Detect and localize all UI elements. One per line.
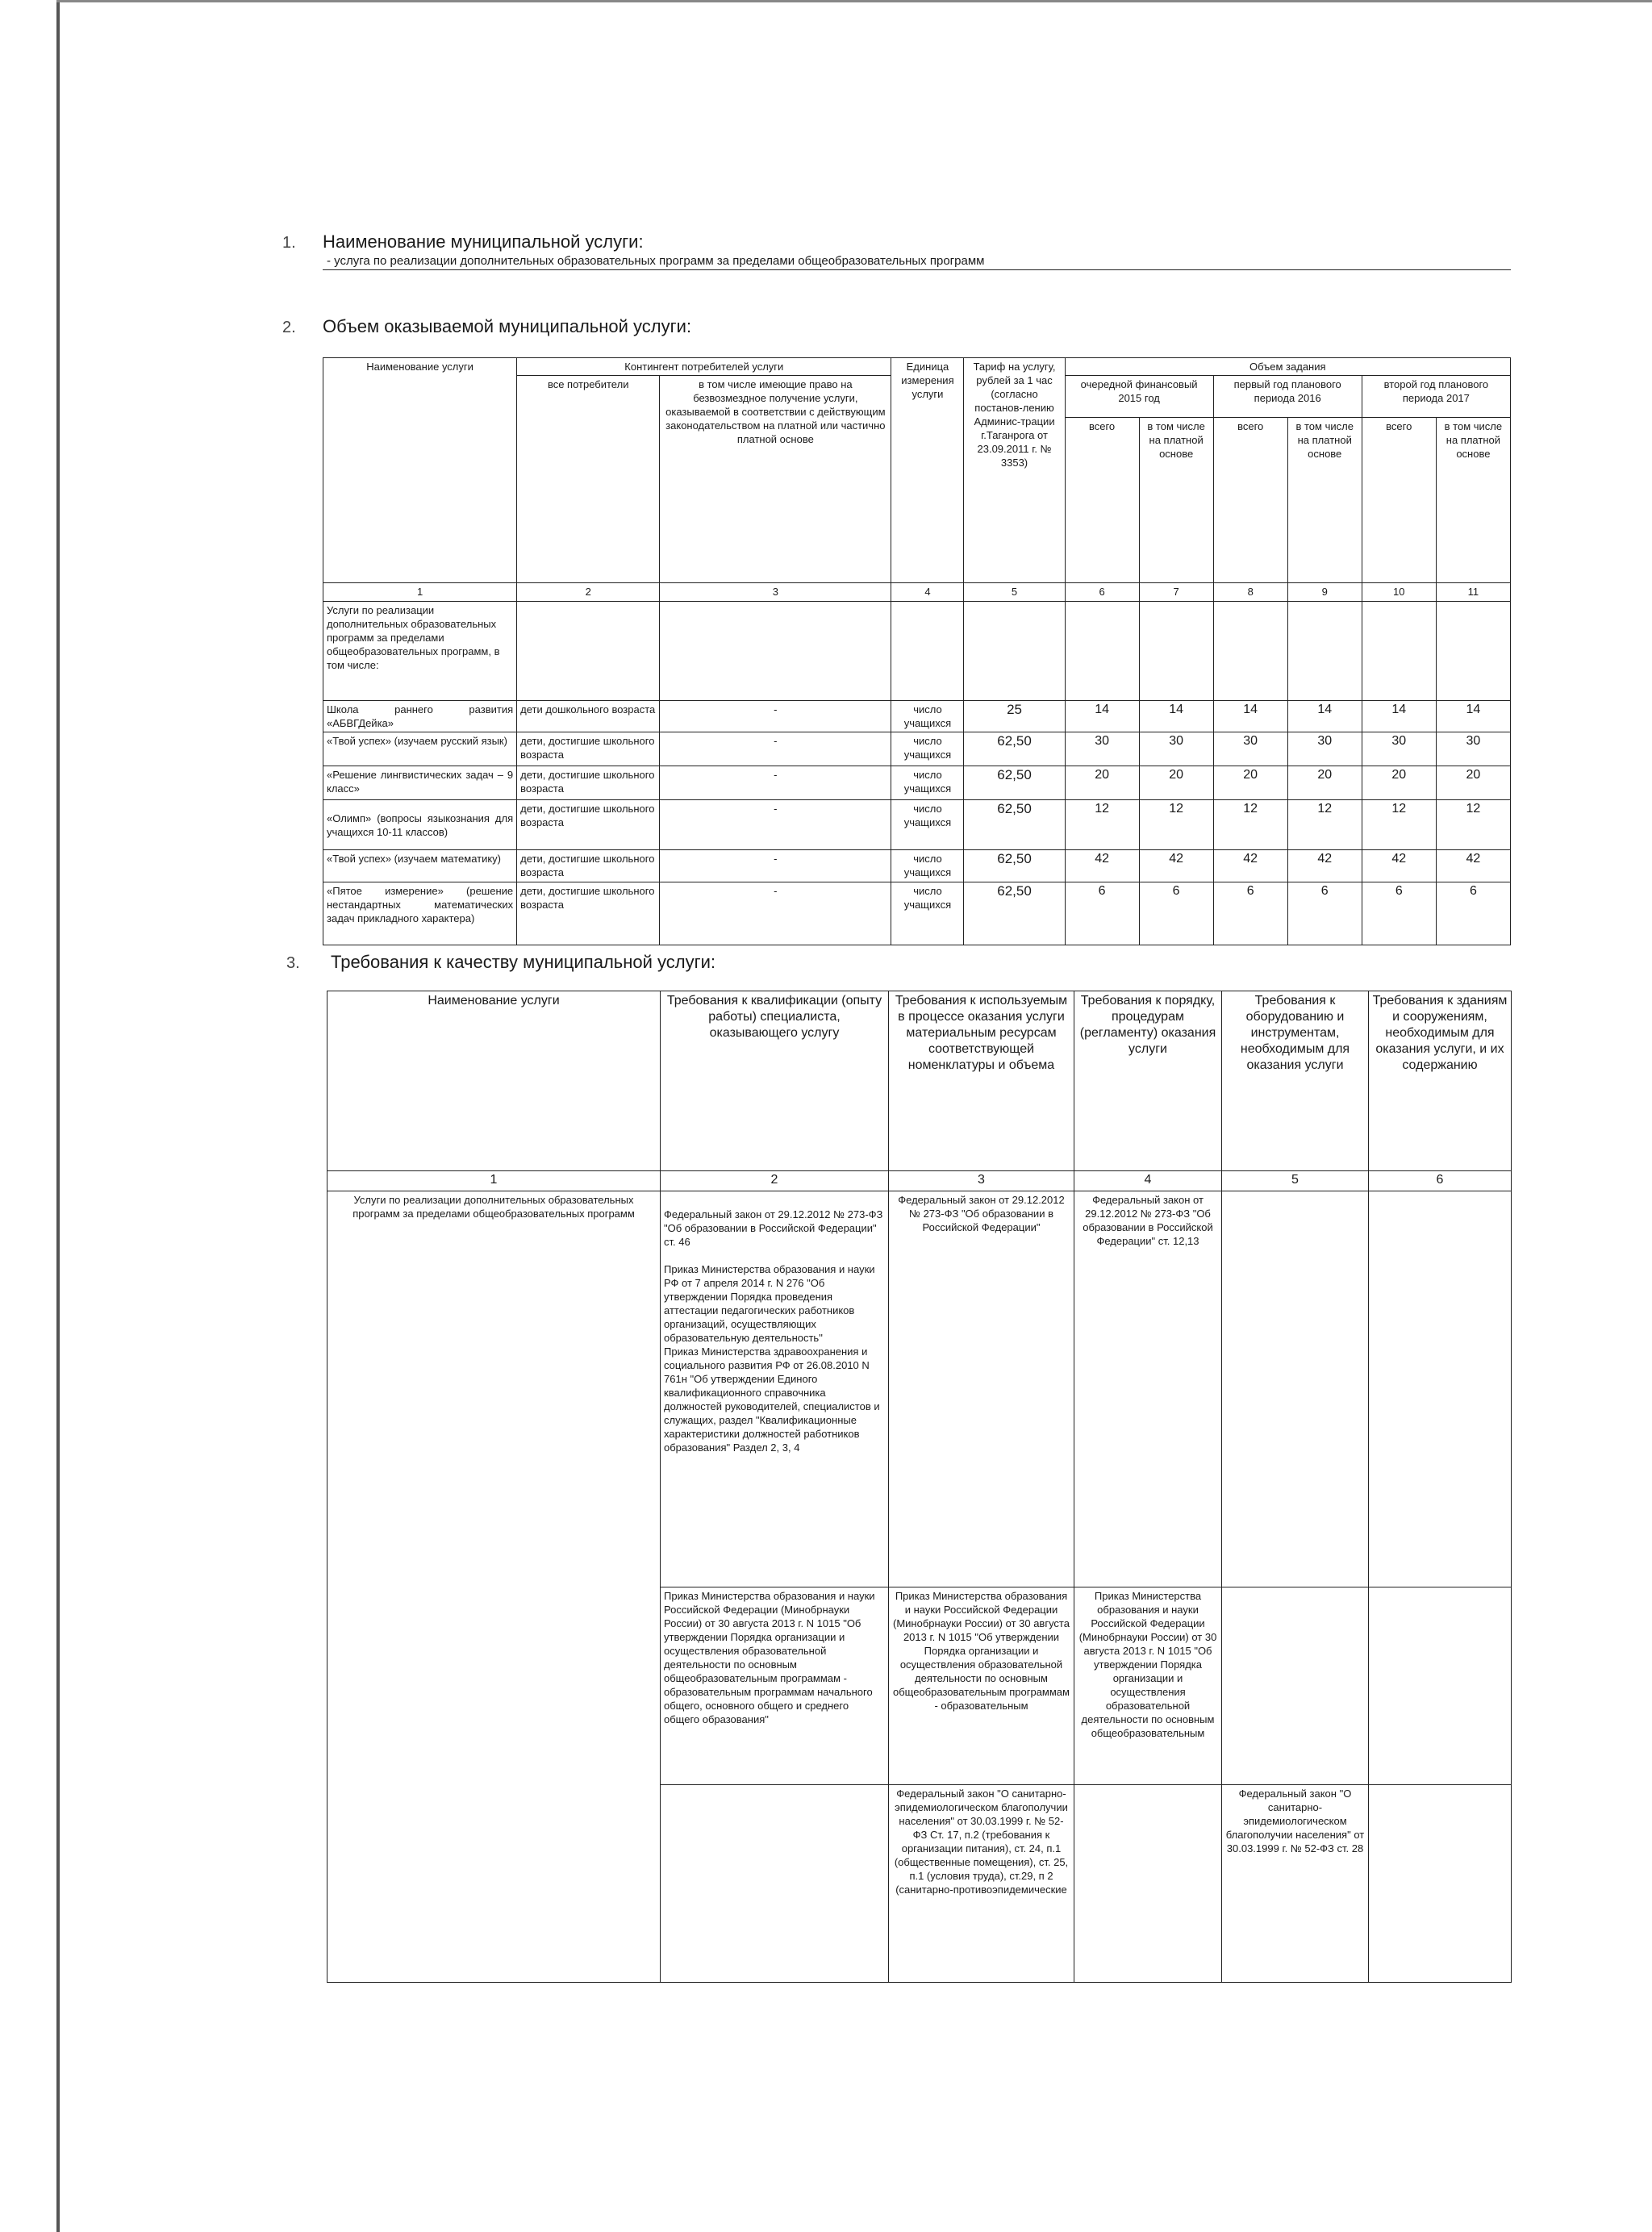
tariff: 25 [964, 701, 1065, 732]
consumers: дети, достигшие школьного возраста [517, 882, 660, 945]
service-name: «Твой успех» (изучаем русский язык) [323, 732, 517, 766]
volume-value: 12 [1362, 800, 1436, 850]
column-number: 7 [1139, 583, 1213, 602]
table-row [323, 800, 1511, 850]
volume-value: 14 [1139, 701, 1213, 732]
header-procedures: Требования к порядку, процедурам (регламенту) оказания услуги [1074, 991, 1222, 1171]
volume-value: 14 [1065, 701, 1139, 732]
volume-value: 30 [1139, 732, 1213, 766]
procedure-requirements: Федеральный закон от 29.12.2012 № 273-ФЗ "Об образовании в Российской Федерации" ст. 12,13 [1074, 1191, 1222, 1587]
volume-value: 6 [1362, 882, 1436, 945]
service-name: Услуги по реализации дополнительных образовательных программ за пределами общеобразовательных программ [327, 1191, 661, 1983]
quality-requirements-table [327, 991, 1512, 1983]
column-number: 9 [1287, 583, 1362, 602]
column-number: 1 [323, 583, 517, 602]
tariff: 62,50 [964, 850, 1065, 882]
volume-value: 14 [1436, 701, 1510, 732]
tariff: 62,50 [964, 732, 1065, 766]
volume-value: 20 [1436, 766, 1510, 800]
free-consumers: - [660, 701, 891, 732]
header-equipment: Требования к оборудованию и инструментам, необходимым для оказания услуги [1222, 991, 1369, 1171]
volume-value: 6 [1213, 882, 1287, 945]
volume-value: 12 [1139, 800, 1213, 850]
volume-value: 12 [1287, 800, 1362, 850]
header-free-consumers: в том числе имеющие право на безвозмездное получение услуги, оказываемой в соответствии с действующим законодательством на платной или частично платной основе [660, 376, 891, 583]
header-tariff: Тариф на услугу, рублей за 1 час (согласно постанов-лению Админис-трации г.Таганрога от 23.09.2011 г. № 3353) [964, 358, 1065, 583]
free-consumers: - [660, 732, 891, 766]
volume-value: 42 [1362, 850, 1436, 882]
volume-value: 20 [1065, 766, 1139, 800]
volume-value: 6 [1287, 882, 1362, 945]
free-consumers: - [660, 882, 891, 945]
volume-value: 20 [1139, 766, 1213, 800]
section2-number: 2. [282, 319, 296, 336]
qualification-requirements: Федеральный закон от 29.12.2012 № 273-ФЗ "Об образовании в Российской Федерации" ст. 46 Приказ Министерства образования и науки РФ от 7 апреля 2014 г. N 276 "Об утверждении Порядка проведения аттестации педагогических работников организаций, осуществляющих образовательную деятельность" Приказ Министерства здравоохранения и социального развития РФ от 26.08.2010 N 761н "Об утверждении Единого квалификационного справочника должностей руководителей, специалистов и служащих, раздел "Квалификационные характеристики должностей работников образования" Раздел 2, 3, 4 [661, 1191, 889, 1587]
volume-value: 6 [1436, 882, 1510, 945]
material-requirements: Приказ Министерства образования и науки Российской Федерации (Минобрнауки России) от 30 августа 2013 г. N 1015 "Об утверждении Порядка организации и осуществления образовательной деятельности по основным общеобразовательным программам - образовательным [889, 1587, 1074, 1785]
header-year-2015: очередной финансовый 2015 год [1065, 376, 1213, 418]
column-number: 6 [1065, 583, 1139, 602]
service-name: «Твой успех» (изучаем математику) [323, 850, 517, 882]
column-number: 4 [891, 583, 964, 602]
header-buildings: Требования к зданиям и сооружениям, необходимым для оказания услуги, и их содержанию [1369, 991, 1512, 1171]
header-year-2016: первый год планового периода 2016 [1213, 376, 1362, 418]
volume-value: 30 [1213, 732, 1287, 766]
column-number: 3 [889, 1171, 1074, 1191]
volume-value: 12 [1065, 800, 1139, 850]
volume-value: 42 [1213, 850, 1287, 882]
section3-title: Требования к качеству муниципальной услуги: [331, 952, 716, 972]
table-row [323, 732, 1511, 766]
volume-table [323, 357, 1511, 945]
table-row [323, 766, 1511, 800]
service-name: «Пятое измерение» (решение нестандартных математических задач прикладного характера) [323, 882, 517, 945]
column-number: 3 [660, 583, 891, 602]
consumers: дети дошкольного возраста [517, 701, 660, 732]
header-qualification: Требования к квалификации (опыту работы) специалиста, оказывающего услугу [661, 991, 889, 1171]
header-paid: в том числе на платной основе [1436, 418, 1510, 583]
header-service-name: Наименование услуги [327, 991, 661, 1171]
column-number: 2 [517, 583, 660, 602]
group-label: Услуги по реализации дополнительных образовательных программ за пределами общеобразовательных программ, в том числе: [323, 602, 517, 701]
volume-value: 20 [1213, 766, 1287, 800]
column-number: 10 [1362, 583, 1436, 602]
free-consumers: - [660, 850, 891, 882]
qualification-requirements: Приказ Министерства образования и науки Российской Федерации (Минобрнауки России) от 30 августа 2013 г. N 1015 "Об утверждении Порядка организации и осуществления образовательной деятельности по основным общеобразовательным программам - образовательным программам начального общего, основного общего и среднего общего образования" [661, 1587, 889, 1785]
volume-value: 6 [1139, 882, 1213, 945]
consumers: дети, достигшие школьного возраста [517, 766, 660, 800]
table-row [323, 701, 1511, 732]
equipment-requirements: Федеральный закон "О санитарно-эпидемиологическом благополучии населения" от 30.03.1999 г. № 52-ФЗ ст. 28 [1222, 1785, 1369, 1983]
column-number: 8 [1213, 583, 1287, 602]
service-name: «Решение лингвистических задач – 9 класс» [323, 766, 517, 800]
table-row [327, 1191, 1512, 1587]
unit: число учащихся [891, 701, 964, 732]
unit: число учащихся [891, 850, 964, 882]
volume-value: 30 [1287, 732, 1362, 766]
column-number-row [327, 1171, 1512, 1191]
tariff: 62,50 [964, 800, 1065, 850]
volume-value: 14 [1213, 701, 1287, 732]
column-number: 4 [1074, 1171, 1222, 1191]
column-number: 5 [964, 583, 1065, 602]
header-total: всего [1213, 418, 1287, 583]
header-paid: в том числе на платной основе [1287, 418, 1362, 583]
section1-title: Наименование муниципальной услуги: [323, 232, 644, 252]
page-top-edge [56, 0, 1652, 2]
volume-value: 14 [1287, 701, 1362, 732]
free-consumers: - [660, 766, 891, 800]
column-number: 1 [327, 1171, 661, 1191]
volume-value: 30 [1436, 732, 1510, 766]
section3-number: 3. [286, 954, 300, 972]
consumers: дети, достигшие школьного возраста [517, 732, 660, 766]
column-number: 6 [1369, 1171, 1512, 1191]
header-all-consumers: все потребители [517, 376, 660, 583]
volume-value: 42 [1287, 850, 1362, 882]
header-contingent: Контингент потребителей услуги [517, 358, 891, 376]
page-left-edge [56, 0, 60, 2232]
consumers: дети, достигшие школьного возраста [517, 800, 660, 850]
volume-value: 30 [1065, 732, 1139, 766]
volume-value: 6 [1065, 882, 1139, 945]
table-header-row [323, 358, 1511, 376]
service-name: «Олимп» (вопросы языкознания для учащихся 10-11 классов) [323, 800, 517, 850]
column-number: 11 [1436, 583, 1510, 602]
group-row [323, 602, 1511, 701]
volume-value: 14 [1362, 701, 1436, 732]
volume-value: 42 [1436, 850, 1510, 882]
table-row [323, 850, 1511, 882]
volume-value: 42 [1065, 850, 1139, 882]
column-number: 2 [661, 1171, 889, 1191]
volume-value: 42 [1139, 850, 1213, 882]
free-consumers: - [660, 800, 891, 850]
unit: число учащихся [891, 882, 964, 945]
table-row [323, 882, 1511, 945]
service-name: Школа раннего развития «АБВГДейка» [323, 701, 517, 732]
consumers: дети, достигшие школьного возраста [517, 850, 660, 882]
section1-subtitle: - услуга по реализации дополнительных образовательных программ за пределами общеобразовательных программ [327, 254, 985, 268]
header-year-2017: второй год планового периода 2017 [1362, 376, 1510, 418]
column-number: 5 [1222, 1171, 1369, 1191]
volume-value: 30 [1362, 732, 1436, 766]
volume-value: 12 [1436, 800, 1510, 850]
section1-number: 1. [282, 234, 296, 252]
tariff: 62,50 [964, 766, 1065, 800]
unit: число учащихся [891, 732, 964, 766]
unit: число учащихся [891, 766, 964, 800]
header-total: всего [1362, 418, 1436, 583]
header-name: Наименование услуги [323, 358, 517, 583]
material-requirements: Федеральный закон от 29.12.2012 № 273-ФЗ "Об образовании в Российской Федерации" [889, 1191, 1074, 1587]
unit: число учащихся [891, 800, 964, 850]
tariff: 62,50 [964, 882, 1065, 945]
column-number-row [323, 583, 1511, 602]
table-header-row [327, 991, 1512, 1171]
section2-title: Объем оказываемой муниципальной услуги: [323, 316, 692, 336]
header-volume: Объем задания [1065, 358, 1510, 376]
volume-value: 20 [1362, 766, 1436, 800]
header-paid: в том числе на платной основе [1139, 418, 1213, 583]
volume-value: 12 [1213, 800, 1287, 850]
header-material-resources: Требования к используемым в процессе оказания услуги материальным ресурсам соответствующей номенклатуры и объема [889, 991, 1074, 1171]
procedure-requirements: Приказ Министерства образования и науки Российской Федерации (Минобрнауки России) от 30 августа 2013 г. N 1015 "Об утверждении Порядка организации и осуществления образовательной деятельности по основным общеобразовательным [1074, 1587, 1222, 1785]
header-total: всего [1065, 418, 1139, 583]
header-unit: Единица измерения услуги [891, 358, 964, 583]
section1-underline [323, 269, 1511, 270]
volume-value: 20 [1287, 766, 1362, 800]
material-requirements: Федеральный закон "О санитарно-эпидемиологическом благополучии населения" от 30.03.1999 г. № 52-ФЗ Ст. 17, п.2 (требования к организации питания), ст. 24, п.1 (общественные помещения), ст. 25, п.1 (условия труда), ст.29, п 2 (санитарно-противоэпидемические [889, 1785, 1074, 1983]
